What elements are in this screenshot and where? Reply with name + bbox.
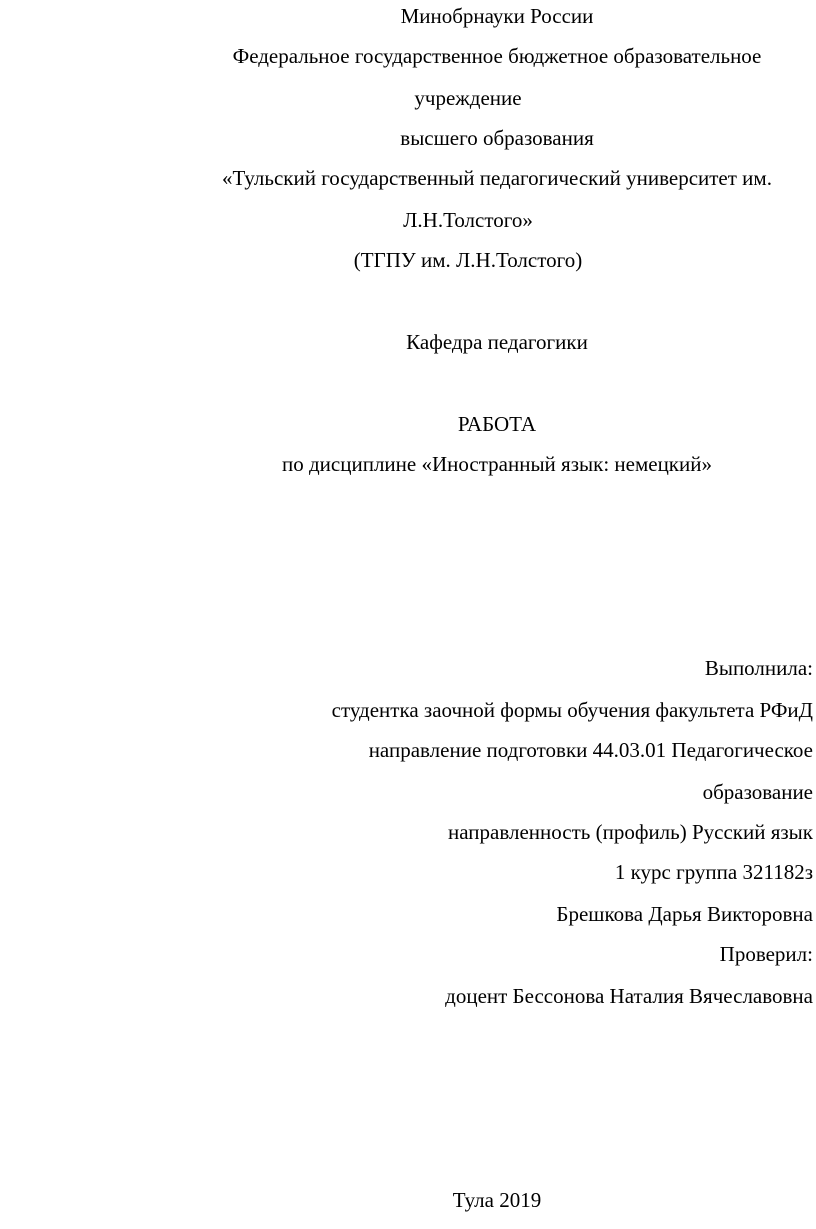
institution-line-3: высшего образования bbox=[400, 126, 594, 150]
profile-line: направленность (профиль) Русский язык bbox=[448, 820, 813, 844]
checker-line: доцент Бессонова Наталия Вячеславовна bbox=[445, 984, 813, 1008]
department-name: Кафедра педагогики bbox=[406, 330, 588, 354]
discipline-line: по дисциплине «Иностранный язык: немецкий» bbox=[282, 452, 712, 476]
city-year: Тула 2019 bbox=[452, 1188, 542, 1212]
direction-line-2: образование bbox=[702, 780, 813, 804]
work-title: РАБОТА bbox=[457, 412, 537, 436]
direction-line-1: направление подготовки 44.03.01 Педагогическое bbox=[368, 738, 813, 762]
university-line-2: Л.Н.Толстого» bbox=[403, 208, 533, 232]
ministry-line: Минобрнауки России bbox=[400, 4, 594, 28]
checked-label: Проверил: bbox=[719, 942, 813, 966]
performed-label: Выполнила: bbox=[704, 656, 813, 680]
student-name: Брешкова Дарья Викторовна bbox=[556, 902, 813, 926]
institution-line-1: Федеральное государственное бюджетное образовательное bbox=[232, 44, 762, 68]
institution-line-2: учреждение bbox=[414, 86, 522, 110]
student-line: студентка заочной формы обучения факультета РФиД bbox=[331, 698, 813, 722]
group-line: 1 курс группа 321182з bbox=[614, 860, 813, 884]
university-abbreviation: (ТГПУ им. Л.Н.Толстого) bbox=[353, 248, 583, 272]
university-line-1: «Тульский государственный педагогический университет им. bbox=[222, 166, 772, 190]
